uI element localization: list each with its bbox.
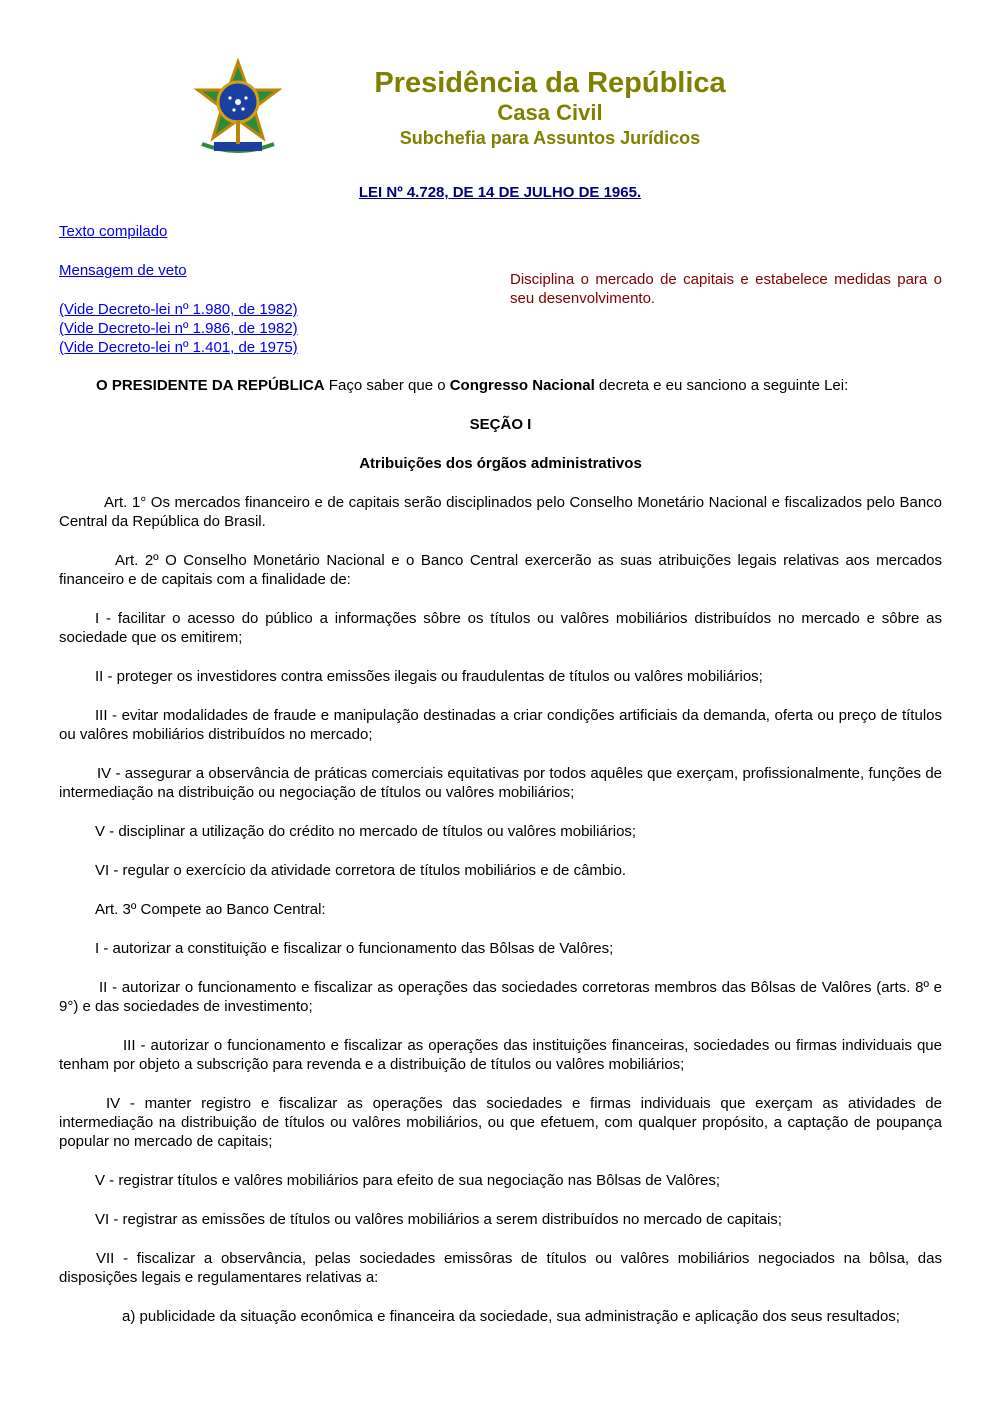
article-3-item-iv: IV - manter registro e fiscalizar as operações das sociedades e firmas individuais que exerçam as atividades de intermediação na distribuição de títulos ou valôres mobiliários, ou que efetuem, com qualquer propósito, a captação de poupança popular no mercado de capitais;	[59, 1095, 942, 1150]
article-3-item-vii-a: a) publicidade da situação econômica e financeira da sociedade, sua administração e aplicação dos seus resultados;	[122, 1308, 900, 1325]
article-3-item-ii: II - autorizar o funcionamento e fiscalizar as operações das sociedades corretoras membros das Bôlsas de Valôres (arts. 8º e 9°) e das sociedades de investimento;	[59, 979, 942, 1015]
vide-decree-link-1[interactable]: (Vide Decreto-lei nº 1.980, de 1982)	[59, 301, 298, 318]
law-title-link[interactable]: LEI Nº 4.728, DE 14 DE JULHO DE 1965.	[358, 184, 642, 201]
vide-decree-link-3[interactable]: (Vide Decreto-lei nº 1.401, de 1975)	[59, 339, 298, 356]
header-subtitle-2: Subchefia para Assuntos Jurídicos	[399, 128, 701, 148]
page-title: Presidência da República	[374, 67, 726, 99]
ementa: Disciplina o mercado de capitais e estabelece medidas para o seu desenvolvimento.	[510, 271, 942, 307]
vide-decree-link-2[interactable]: (Vide Decreto-lei nº 1.986, de 1982)	[59, 320, 298, 337]
page-header	[0, 58, 1000, 168]
article-3-item-vii: VII - fiscalizar a observância, pelas sociedades emissôras de títulos ou valôres mobiliários negociados na bôlsa, das disposições legais e regulamentares relativas a:	[59, 1250, 942, 1286]
header-subtitle: Casa Civil	[497, 100, 603, 125]
article-2-item-i: I - facilitar o acesso do público a informações sôbre os títulos ou valôres mobiliários distribuídos no mercado e sôbre as sociedade que os emitirem;	[59, 610, 942, 646]
preamble: O PRESIDENTE DA REPÚBLICA Faço saber que o Congresso Nacional decreta e eu sanciono a seguinte Lei:	[96, 377, 849, 394]
article-3: Art. 3º Compete ao Banco Central:	[95, 901, 326, 918]
section-title: Atribuições dos órgãos administrativos	[359, 455, 642, 472]
coat-of-arms-icon	[192, 58, 284, 158]
law-title	[0, 184, 1000, 201]
article-1: Art. 1° Os mercados financeiro e de capitais serão disciplinados pelo Conselho Monetário Nacional e fiscalizados pelo Banco Central da República do Brasil.	[59, 494, 942, 530]
article-2-item-v: V - disciplinar a utilização do crédito no mercado de títulos ou valôres mobiliários;	[95, 823, 637, 840]
veto-message-link[interactable]: Mensagem de veto	[59, 262, 187, 279]
related-links	[59, 222, 298, 357]
article-2-item-iii: III - evitar modalidades de fraude e manipulação destinadas a criar condições artificiais da demanda, oferta ou preço de títulos ou valôres mobiliários distribuídos no mercado;	[59, 707, 942, 743]
article-2-item-vi: VI - regular o exercício da atividade corretora de títulos mobiliários e de câmbio.	[95, 862, 627, 879]
article-3-item-vi: VI - registrar as emissões de títulos ou valôres mobiliários a serem distribuídos no mercado de capitais;	[95, 1211, 782, 1228]
article-2-item-iv: IV - assegurar a observância de práticas comerciais equitativas por todos aquêles que exerçam, profissionalmente, funções de intermediação na distribuição ou negociação de títulos ou valôres mobiliários;	[59, 765, 942, 801]
law-body	[59, 376, 942, 1346]
article-2-item-ii: II - proteger os investidores contra emissões ilegais ou fraudulentas de títulos ou valôres mobiliários;	[95, 668, 763, 685]
article-3-item-v: V - registrar títulos e valôres mobiliários para efeito de sua negociação nas Bôlsas de Valôres;	[95, 1172, 721, 1189]
article-3-item-i: I - autorizar a constituição e fiscalizar o funcionamento das Bôlsas de Valôres;	[95, 940, 614, 957]
article-2: Art. 2º O Conselho Monetário Nacional e o Banco Central exercerão as suas atribuições legais relativas aos mercados financeiro e de capitais com a finalidade de:	[59, 552, 942, 588]
compiled-text-link[interactable]: Texto compilado	[59, 223, 168, 240]
section-heading: SEÇÃO I	[469, 416, 532, 433]
article-3-item-iii: III - autorizar o funcionamento e fiscalizar as operações das instituições financeiras, sociedades ou firmas individuais que tenham por objeto a subscrição para revenda e a distribuição de títulos ou valôres mobiliários;	[59, 1037, 942, 1073]
